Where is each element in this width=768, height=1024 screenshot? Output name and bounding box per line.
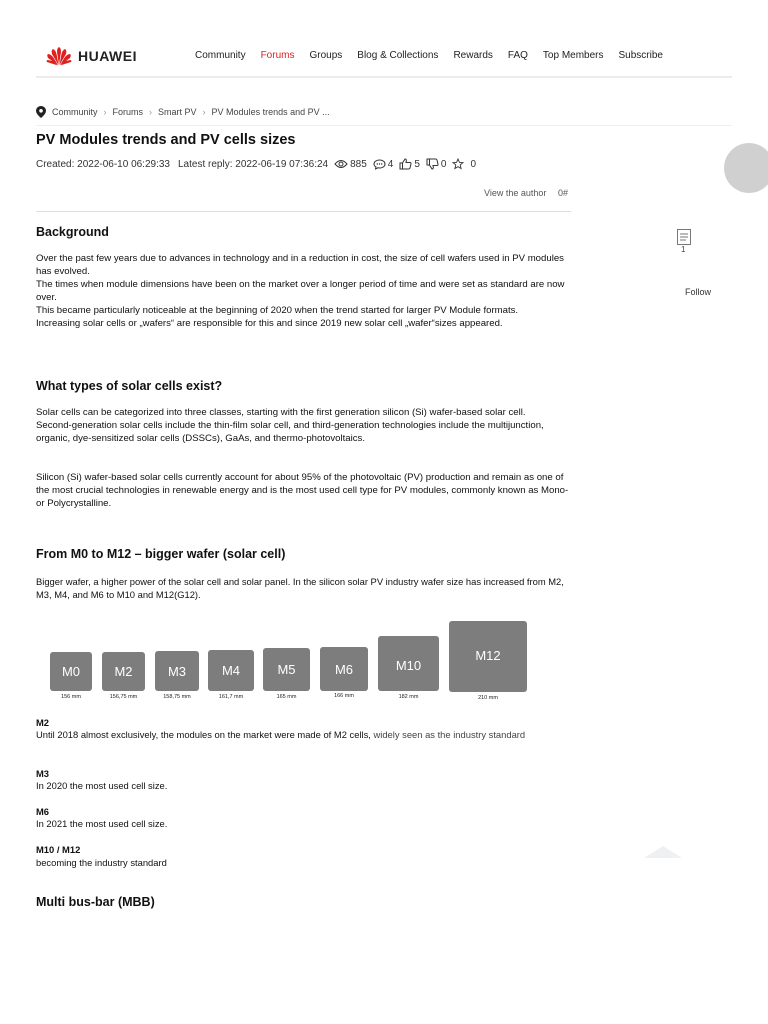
document-icon[interactable] — [677, 229, 691, 245]
comments-stat[interactable] — [373, 159, 394, 170]
background-line: Over the past few years due to advances in technology and in a reduction in cost, the size of cell wafers used in PV modules has evolved. — [36, 253, 564, 277]
background-line: The times when module dimensions have been on the market over a longer period of time and were set as standard are now over. — [36, 278, 565, 303]
wafer-m10-size: 182 mm — [398, 694, 419, 700]
m6-text: In 2021 the most used cell size. — [36, 818, 168, 829]
post-title: PV Modules trends and PV cells sizes — [36, 132, 296, 148]
header-divider — [36, 76, 732, 78]
wafer-intro: Bigger wafer, a higher power of the solar cell and solar panel. In the silicon solar PV industry wafer size has increased from M2, M3, M4, and M6 to M10 and M12(G12). — [36, 576, 564, 600]
breadcrumb-smart-pv[interactable]: Smart PV — [158, 107, 197, 117]
chevron-right-icon: › — [202, 107, 206, 117]
favorite-button[interactable] — [452, 158, 476, 170]
m10-m12-text: becoming the industry standard — [36, 857, 167, 868]
m6-label: M6 — [36, 806, 50, 817]
nav-groups[interactable]: Groups — [309, 50, 343, 61]
breadcrumb-divider — [36, 125, 732, 126]
types-text-2: Silicon (Si) wafer-based solar cells currently account for about 95% of the photovoltaic (PV) production and remain as one of the most crucial technologies in renewable energy and is the most used cell type for PV modules, commonly known as Mono- or Polycrystalline. — [36, 472, 569, 509]
background-text — [36, 253, 571, 330]
breadcrumb-current: PV Modules trends and PV ... — [211, 107, 330, 117]
breadcrumb-forums[interactable]: Forums — [112, 107, 144, 117]
m3-text: In 2020 the most used cell size. — [36, 780, 168, 791]
nav-forums[interactable]: Forums — [260, 50, 295, 61]
chevron-right-icon: › — [103, 107, 107, 117]
comment-icon — [373, 159, 386, 170]
wafer-m10: M10 — [378, 636, 439, 691]
brand-name: HUAWEI — [78, 48, 137, 64]
comments-count: 4 — [387, 158, 394, 170]
types-heading: What types of solar cells exist? — [36, 379, 223, 393]
main-nav — [195, 50, 678, 61]
wafer-m5-size: 165 mm — [276, 694, 297, 700]
huawei-logo[interactable] — [46, 46, 137, 66]
mbb-heading: Multi bus-bar (MBB) — [36, 895, 155, 909]
dislikes-count: 0 — [440, 158, 447, 170]
eye-icon — [334, 159, 348, 169]
nav-faq[interactable]: FAQ — [507, 50, 528, 61]
floor-number: 0# — [558, 188, 569, 198]
wafer-m4: M4 — [208, 650, 254, 691]
like-button[interactable] — [399, 158, 420, 170]
post-divider — [36, 211, 571, 212]
background-heading: Background — [36, 225, 109, 239]
wafer-m6: M6 — [320, 647, 368, 691]
m2-text-tail: widely seen as the industry standard — [370, 729, 526, 740]
nav-blog-collections[interactable]: Blog & Collections — [357, 50, 439, 61]
views-stat — [334, 159, 367, 170]
breadcrumb — [36, 106, 330, 118]
star-icon — [452, 158, 464, 170]
types-line: Solar cells can be categorized into three classes, starting with the first generation silicon (Si) wafer-based solar cell. — [36, 407, 526, 418]
thumbs-down-icon — [426, 158, 439, 170]
author-avatar[interactable] — [724, 143, 768, 193]
wafer-m3-size: 158,75 mm — [163, 694, 191, 700]
favorites-count: 0 — [470, 158, 477, 170]
views-count: 885 — [350, 158, 367, 170]
nav-community[interactable]: Community — [195, 50, 246, 61]
types-line: Second-generation solar cells include the thin-film solar cell, and third-generation technologies include the multijunction, organic, dye-sensitized solar cells (DSSCs), GaAs, and thermo-photovoltaics. — [36, 419, 544, 444]
nav-subscribe[interactable]: Subscribe — [618, 50, 663, 61]
wafer-m5: M5 — [263, 648, 310, 691]
m3-label: M3 — [36, 768, 50, 779]
wafer-m6-size: 166 mm — [334, 693, 354, 699]
nav-rewards[interactable]: Rewards — [453, 50, 493, 61]
follow-button[interactable]: Follow — [685, 287, 712, 297]
m2-label: M2 — [36, 717, 50, 728]
wafer-m12-size: 210 mm — [478, 695, 498, 701]
nav-top-members[interactable]: Top Members — [542, 50, 604, 61]
breadcrumb-community[interactable]: Community — [52, 107, 98, 117]
likes-count: 5 — [414, 158, 420, 170]
wafer-m4-size: 161,7 mm — [218, 694, 244, 700]
wafer-m12: M12 — [449, 621, 527, 692]
location-pin-icon — [36, 106, 46, 118]
m2-text — [36, 729, 571, 742]
wafer-heading: From M0 to M12 – bigger wafer (solar cell) — [36, 547, 286, 561]
wafer-m3: M3 — [155, 651, 199, 691]
dislike-button[interactable] — [426, 158, 447, 170]
wafer-m2-size: 156,75 mm — [109, 694, 138, 700]
chevron-right-icon: › — [149, 107, 153, 117]
m10-m12-label: M10 / M12 — [36, 844, 81, 855]
latest-reply-date: Latest reply: 2022-06-19 07:36:24 — [178, 158, 329, 170]
wafer-m2: M2 — [102, 652, 145, 691]
back-to-top-icon[interactable] — [644, 846, 682, 858]
wafer-m0: M0 — [50, 652, 92, 691]
created-date: Created: 2022-06-10 06:29:33 — [36, 158, 170, 170]
types-text — [36, 407, 571, 446]
document-count: 1 — [681, 245, 686, 254]
background-line: This became particularly noticeable at the beginning of 2020 when the trend started for larger PV Module formats. — [36, 304, 519, 316]
post-meta — [36, 158, 476, 170]
view-author-link[interactable]: View the author — [484, 188, 547, 198]
huawei-flower-icon — [46, 46, 72, 66]
m2-text-main: Until 2018 almost exclusively, the modules on the market were made of M2 cells, — [36, 729, 371, 740]
thumbs-up-icon — [399, 158, 412, 170]
background-line: Increasing solar cells or „wafers“ are responsible for this and since 2019 new solar cell „wafer“sizes appeared. — [36, 317, 503, 329]
wafer-m0-size: 156 mm — [61, 694, 81, 700]
